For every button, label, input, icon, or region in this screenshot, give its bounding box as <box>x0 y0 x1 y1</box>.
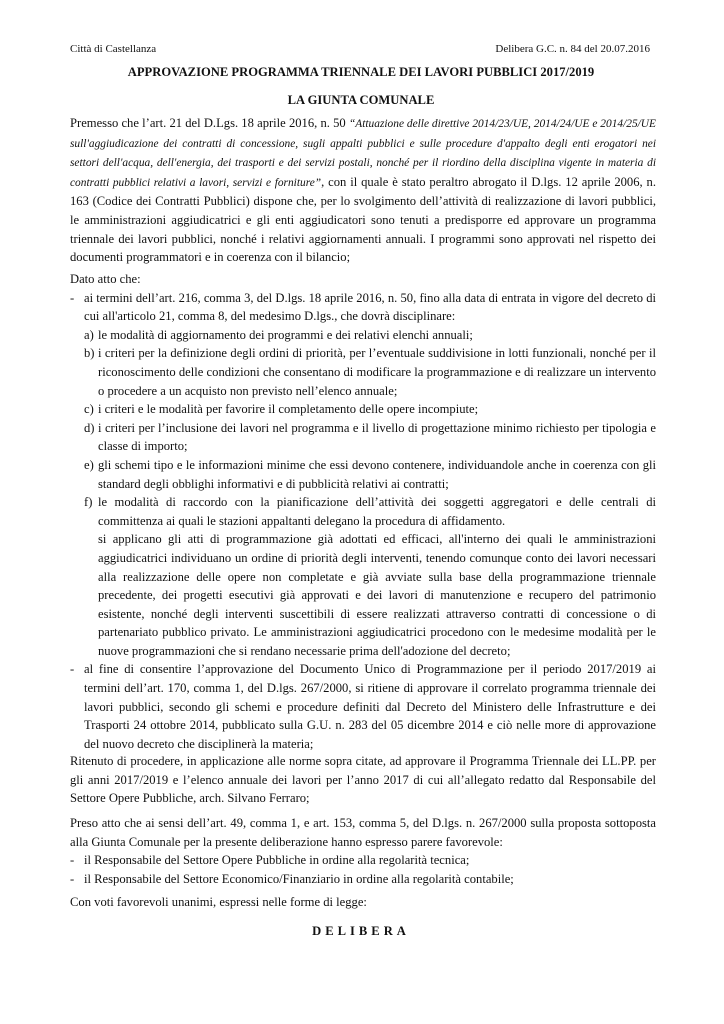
dato-atto-item-1-intro: ai termini dell’art. 216, comma 3, del D.lgs. 18 aprile 2016, n. 50, fino alla data di entrata in vigore del decreto di cui all'articolo 21, comma 8, del medesimo D.lgs., che dovrà disciplinare: <box>84 290 656 324</box>
document-subtitle: LA GIUNTA COMUNALE <box>287 93 435 107</box>
delibera-heading: DELIBERA <box>312 924 410 938</box>
dato-atto-item-2-text: al fine di consentire l’approvazione del Documento Unico di Programmazione per il periodo 2017/2019 ai termini dell’art. 170, comma 1, del D.lgs. 267/2000, si ritiene di approvare il correlato programma triennale dei lavori pubblici, secondo gli schemi e procedure definiti dal Decreto del Ministero delle Infrastrutture e dei Trasporti 24 ottobre 2014, pubblicato sulla G.U. n. 283 del 05 dicembre 2014 e ciò nelle more di approvazione del nuovo decreto che disciplinerà la materia; <box>84 662 656 751</box>
sub-item-b <box>84 344 656 400</box>
sub-item-label: b) <box>84 346 95 361</box>
sub-item-d <box>84 419 656 456</box>
ritenuto-paragraph <box>70 752 656 808</box>
dato-atto-section <box>70 270 656 753</box>
sub-item-f <box>84 493 656 530</box>
sub-item-e <box>84 456 656 493</box>
premesso-italic-title: “Attuazione delle direttive 2014/23/UE, 2014/24/UE e 2014/25/UE sull'aggiudicazione dei contratti di concessione, sugli appalti pubblici e sulle procedure d'appalto degli enti erogatori nei settori dell'acqua, dell'energia, dei trasporti e dei servizi postali, nonché per il riordino della disciplina vigente in materia di contratti pubblici relativi a lavori, servizi e forniture” <box>70 118 656 189</box>
sub-item-text: le modalità di aggiornamento dei programmi e dei relativi elenchi annuali; <box>98 327 473 342</box>
sub-item-label: e) <box>84 457 94 472</box>
preso-atto-item-2: - il Responsabile del Settore Economico/Finanziario in ordine alla regolarità contabile; <box>70 870 656 889</box>
preso-atto-intro: Preso atto che ai sensi dell’art. 49, comma 1, e art. 153, comma 5, del D.lgs. n. 267/2000 sulla proposta sottoposta alla Giunta Comunale per la presente deliberazione hanno espresso parere favorevole: <box>70 816 656 849</box>
document-title: APPROVAZIONE PROGRAMMA TRIENNALE DEI LAVORI PUBBLICI 2017/2019 <box>127 65 595 79</box>
dato-atto-item-1 <box>70 289 656 661</box>
preso-atto-item-1: - il Responsabile del Settore Opere Pubbliche in ordine alla regolarità tecnica; <box>70 851 656 870</box>
sub-item-text: i criteri e le modalità per favorire il completamento delle opere incompiute; <box>98 402 479 417</box>
dato-atto-item-1-continuation: si applicano gli atti di programmazione già adottati ed efficaci, all'interno dei quali le amministrazioni aggiudicatrici individuano un ordine di priorità degli interventi, tenendo comunque conto dei lavori necessari alla realizzazione delle opere non completate e già avviate sulla base della programmazione triennale precedente, dei progetti esecutivi già approvati e dei lavori di manutenzione e recupero del patrimonio esistente, nonché degli interventi suscettibili di essere realizzati attraverso contratti di concessione o di partenariato pubblico privato. Le amministrazioni aggiudicatrici procedono con le medesime modalità per le nuove programmazioni che si rendano necessarie prima dell'adozione del decreto; <box>98 532 656 658</box>
preso-atto-list <box>70 851 656 888</box>
premesso-paragraph <box>70 114 656 267</box>
header-deliberation-ref: Delibera G.C. n. 84 del 20.07.2016 <box>495 43 650 55</box>
dato-atto-item-2 <box>70 660 656 753</box>
sub-item-label: c) <box>84 402 94 417</box>
dato-atto-list <box>70 289 656 754</box>
sub-item-c <box>84 400 656 419</box>
header-municipality: Città di Castellanza <box>70 43 157 55</box>
sub-item-text: le modalità di raccordo con la pianificazione dell’attività dei soggetti aggregatori e delle centrali di committenza ai quali le stazioni appaltanti delegano la procedura di affidamento. <box>98 495 656 528</box>
dato-atto-sub-list <box>84 326 656 531</box>
premesso-pre: Premesso che l’art. 21 del D.Lgs. 18 aprile 2016, n. 50 <box>70 116 349 130</box>
sub-item-text: gli schemi tipo e le informazioni minime che essi devono contenere, individuandole anche in coerenza con gli standard degli obblighi informativi e di pubblicità relativi ai contratti; <box>98 457 656 491</box>
dato-atto-intro: Dato atto che: <box>70 272 141 286</box>
sub-item-label: a) <box>84 327 94 342</box>
sub-item-label: d) <box>84 420 95 435</box>
ritenuto-text: Ritenuto di procedere, in applicazione alle norme sopra citate, ad approvare il Programma Triennale dei LL.PP. per gli anni 2017/2019 e l’elenco annuale dei lavori per l’anno 2017 di cui all’allegato redatto dal Responsabile del Settore Opere Pubbliche, arch. Silvano Ferraro; <box>70 754 656 806</box>
sub-item-text: i criteri per la definizione degli ordini di priorità, per l’eventuale suddivisione in lotti funzionali, nonché per il riconoscimento delle condizioni che consentano di modificare la programmazione e di realizzare un intervento o procedere a un acquisto non previsto nell’elenco annuale; <box>98 346 656 398</box>
preso-atto-section <box>70 814 656 888</box>
con-voti-text: Con voti favorevoli unanimi, espressi nelle forme di legge: <box>70 895 367 909</box>
sub-item-label: f) <box>84 495 93 510</box>
sub-item-a <box>84 326 656 345</box>
con-voti-paragraph <box>70 893 656 912</box>
sub-item-text: i criteri per l’inclusione dei lavori nel programma e il livello di progettazione minimo richiesto per tipologia e classe di importo; <box>98 420 656 454</box>
premesso-post: , con il quale è stato peraltro abrogato il D.lgs. 12 aprile 2006, n. 163 (Codice dei Contratti Pubblici) dispone che, per lo svolgimento dell’attività di realizzazione di lavori pubblici, le amministrazioni aggiudicatrici e gli enti aggiudicatori sono tenuti a predisporre ed approvare un programma triennale dei lavori pubblici, nonché i relativi aggiornamenti annuali. I programmi sono approvati nel rispetto dei documenti programmatori e in coerenza con il bilancio; <box>70 174 656 265</box>
